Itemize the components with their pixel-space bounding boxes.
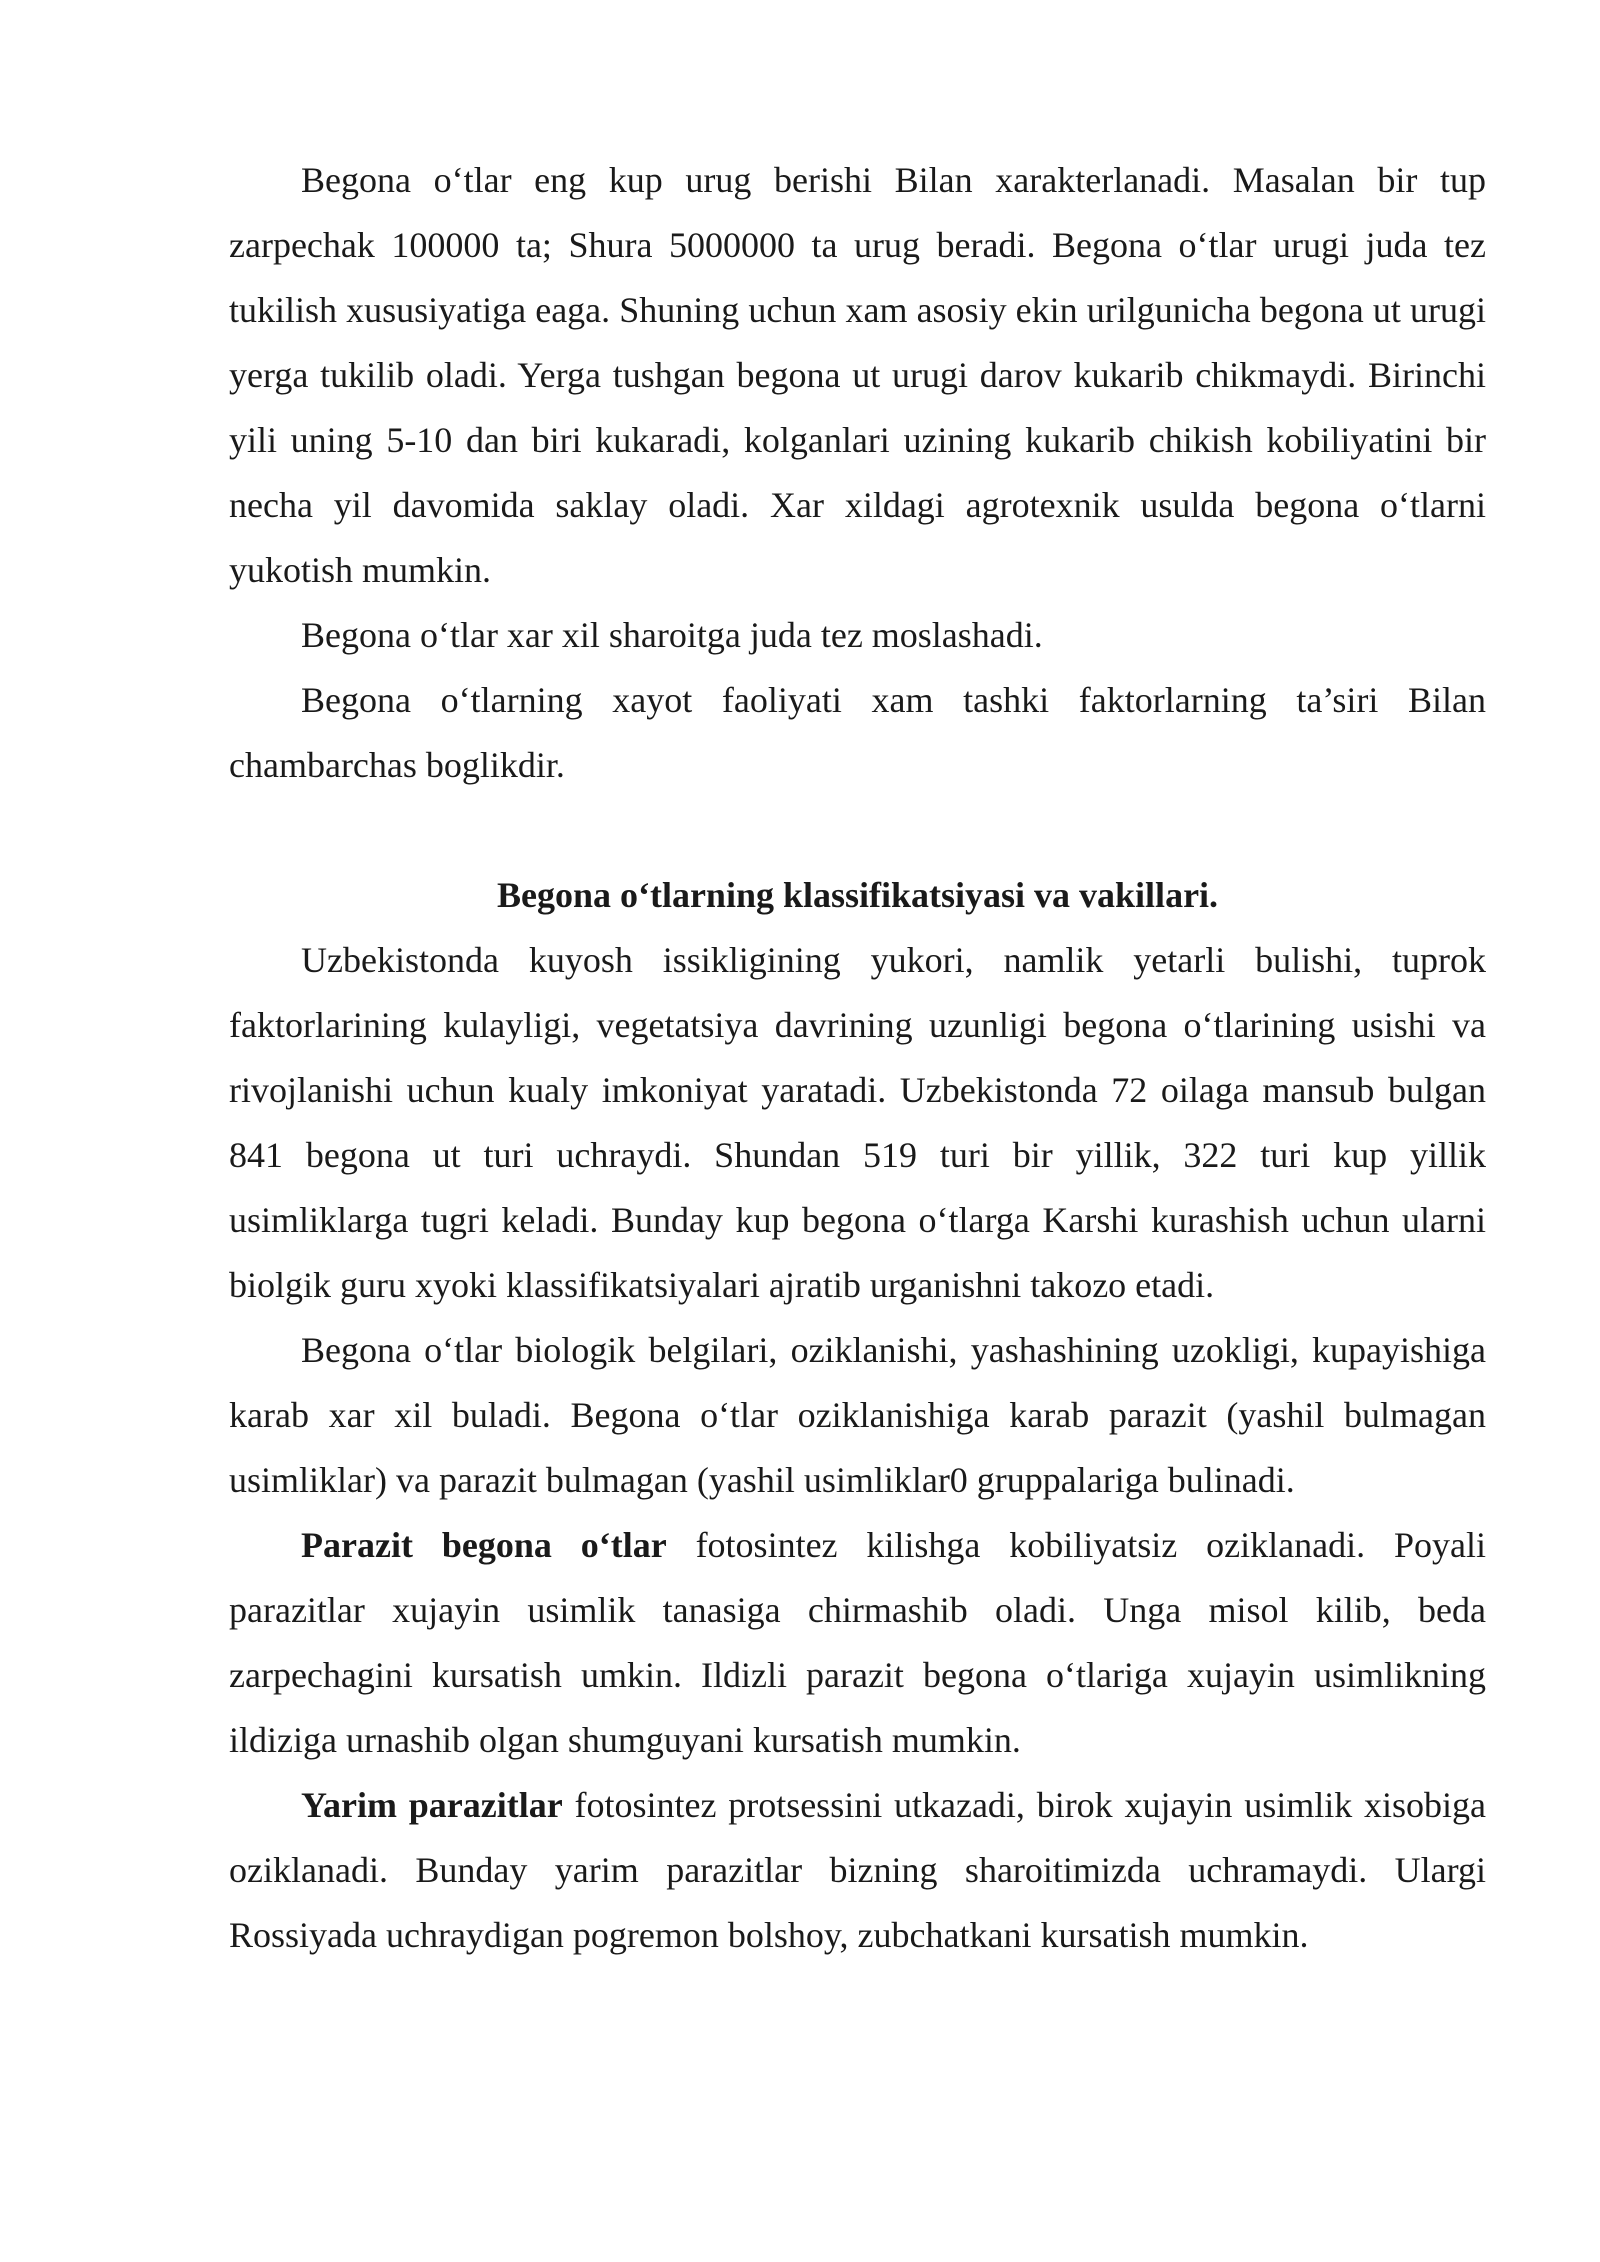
document-page [229, 148, 1486, 1968]
text-semi-parasites: fotosintez protsessini utkazadi, birok xujayin usimlik xisobiga oziklanadi. Bunday yarim parazitlar bizning sharoitimizda uchramaydi. Ulargi Rossiyada uchraydigan pogremon bolshoy, zubchatkani kursatish mumkin. [229, 1785, 1486, 1955]
paragraph-classification: Begona o‘tlar biologik belgilari, oziklanishi, yashashining uzokligi, kupayishiga karab xar xil buladi. Begona o‘tlar oziklanishiga karab parazit (yashil bulmagan usimliklar) va parazit bulmagan (yashil usimliklar0 gruppalariga bulinadi. [229, 1330, 1486, 1500]
paragraph-semi-parasites [229, 1773, 1486, 1968]
paragraph-spacer [229, 798, 1486, 863]
paragraph-seed-production: Begona o‘tlar eng kup urug berishi Bilan xarakterlanadi. Masalan bir tup zarpechak 100000 ta; Shura 5000000 ta urug beradi. Begona o‘tlar urugi juda tez tukilish xususiyatiga eaga. Shuning uchun xam asosiy ekin urilgunicha begona ut urugi yerga tukilib oladi. Yerga tushgan begona ut urugi darov kukarib chikmaydi. Birinchi yili uning 5-10 dan biri kukaradi, kolganlari uzining kukarib chikish kobiliyatini bir necha yil davomida saklay oladi. Xar xildagi agrotexnik usulda begona o‘tlarni yukotish mumkin. [229, 160, 1486, 590]
paragraph-uzbekistan-weeds: Uzbekistonda kuyosh issikligining yukori, namlik yetarli bulishi, tuprok faktorlarining kulayligi, vegetatsiya davrining uzunligi begona o‘tlarining usishi va rivojlanishi uchun kualy imkoniyat yaratadi. Uzbekistonda 72 oilaga mansub bulgan 841 begona ut turi uchraydi. Shundan 519 turi bir yillik, 322 turi kup yillik usimliklarga tugri keladi. Bunday kup begona o‘tlarga Karshi kurashish uchun ularni biolgik guru xyoki klassifikatsiyalari ajratib urganishni takozo etadi. [229, 940, 1486, 1305]
paragraph-adaptation: Begona o‘tlar xar xil sharoitga juda tez moslashadi. [301, 615, 1043, 655]
section-heading: Begona o‘tlarning klassifikatsiyasi va vakillari. [496, 875, 1219, 915]
term-parasitic-weeds: Parazit begona o‘tlar [301, 1525, 667, 1565]
text-parasitic-weeds: fotosintez kilishga kobiliyatsiz oziklanadi. Poyali parazitlar xujayin usimlik tanasiga chirmashib oladi. Unga misol kilib, beda zarpechagini kursatish umkin. Ildizli parazit begona o‘tlariga xujayin usimlikning ildiziga urnashib olgan shumguyani kursatish mumkin. [229, 1525, 1486, 1760]
paragraph-external-factors: Begona o‘tlarning xayot faoliyati xam tashki faktorlarning ta’siri Bilan chambarchas boglikdir. [229, 680, 1486, 785]
term-semi-parasites: Yarim parazitlar [301, 1785, 563, 1825]
paragraph-parasitic-weeds [229, 1513, 1486, 1773]
